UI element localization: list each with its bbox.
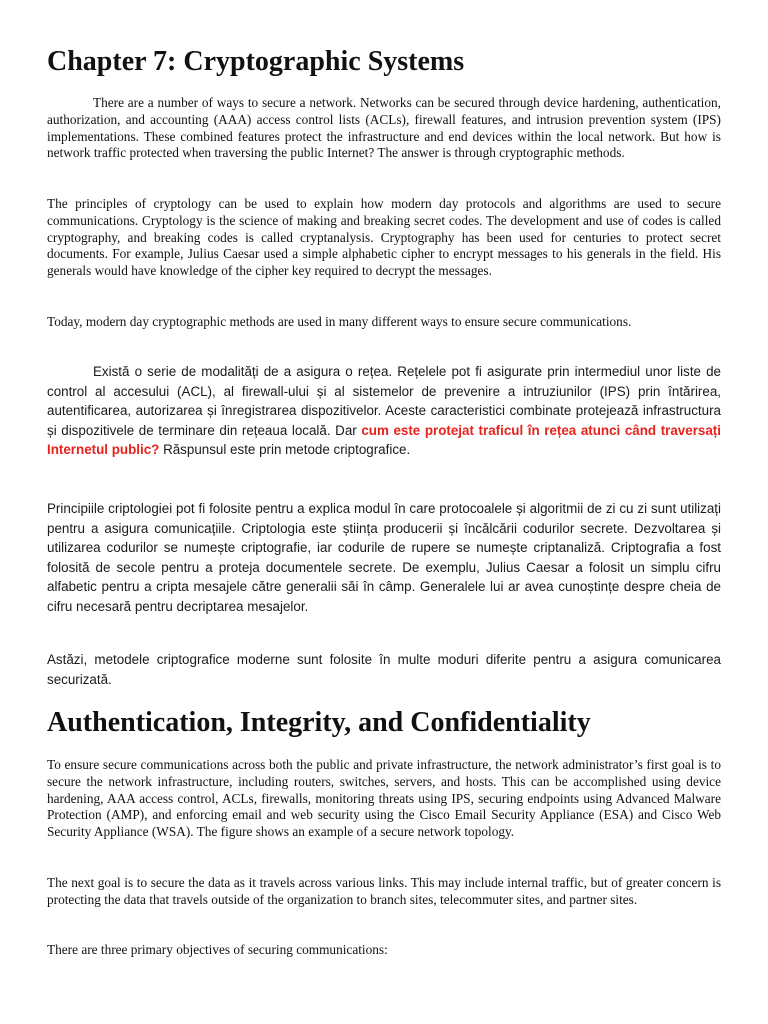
section-title: Authentication, Integrity, and Confidentiality — [47, 707, 591, 738]
secure-infrastructure-paragraph: To ensure secure communications across both the public and private infrastructure, the network administrator’s first goal is to secure the network infrastructure, including routers, switches, servers, and hosts. This can be accomplished using device hardening, AAA access control, ACLs, firewalls, monitoring threats using IPS, securing endpoints using Advanced Malware Protection (AMP), and enforcing email and web security using the Cisco Email Security Appliance (ESA) and Cisco Web Security Appliance (WSA). The figure shows an example of a secure network topology. — [47, 757, 721, 840]
translation-paragraph-1 — [47, 362, 721, 460]
translation-highlight: cum este protejat traficul în rețea atunci când traversați Internetul public? — [47, 422, 721, 457]
today-paragraph: Today, modern day cryptographic methods are used in many different ways to ensure secure communications. — [47, 314, 632, 329]
translation-paragraph-2: Principiile criptologiei pot fi folosite pentru a explica modul în care protocoalele și algoritmii de zi cu zi sunt utilizați pentru a asigura comunicațiile. Criptologia este știința producerii și încălcării codurilor secrete. Dezvoltarea și utilizarea codurilor se numește criptografie, iar codurile de rupere se numește criptanaliză. Criptografia a fost folosită de secole pentru a proteja documentele secrete. De exemplu, Julius Caesar a folosit un simplu cifru alfabetic pentru a cripta mesajele către generalii săi în câmp. Generalele lui ar avea cunoștințe despre cheia de cifru necesară pentru decriptarea mesajelor. — [47, 501, 721, 614]
objectives-paragraph: There are three primary objectives of securing communications: — [47, 942, 388, 957]
cryptology-paragraph: The principles of cryptology can be used to explain how modern day protocols and algorithms are used to secure communications. Cryptology is the science of making and breaking secret codes. The development and use of codes is called cryptography, and breaking codes is called cryptanalysis. Cryptography has been used for centuries to protect secret documents. For example, Julius Caesar used a simple alphabetic cipher to encrypt messages to his generals in the field. His generals would have knowledge of the cipher key required to decrypt the messages. — [47, 196, 721, 279]
translation-text-before: Există o serie de modalități de a asigura o rețea. Rețelele pot fi asigurate prin intermediul unor liste de control al accesului (ACL), al firewall-ului și al sistemelor de prevenire a intruziunilor (IPS) prin întărirea, autentificarea, autorizarea și înregistrarea dispozitivelor. Aceste caracteristici combinate protejează infrastructura și dispozitivele de terminare din rețeaua locală. Dar — [47, 364, 721, 438]
translation-paragraph-3: Astăzi, metodele criptografice moderne sunt folosite în multe moduri diferite pentru a asigura comunicarea securizată. — [47, 652, 721, 687]
translation-text-after: Răspunsul este prin metode criptografice. — [159, 442, 411, 457]
secure-data-paragraph: The next goal is to secure the data as it travels across various links. This may include internal traffic, but of greater concern is protecting the data that travels outside of the organization to branch sites, telecommuter sites, and partner sites. — [47, 875, 721, 907]
intro-paragraph: There are a number of ways to secure a network. Networks can be secured through device hardening, authentication, authorization, and accounting (AAA) access control lists (ACLs), firewall features, and intrusion prevention system (IPS) implementations. These combined features protect the infrastructure and end devices within the local network. But how is network traffic protected when traversing the public Internet? The answer is through cryptographic methods. — [47, 95, 721, 161]
chapter-title: Chapter 7: Cryptographic Systems — [47, 46, 465, 77]
